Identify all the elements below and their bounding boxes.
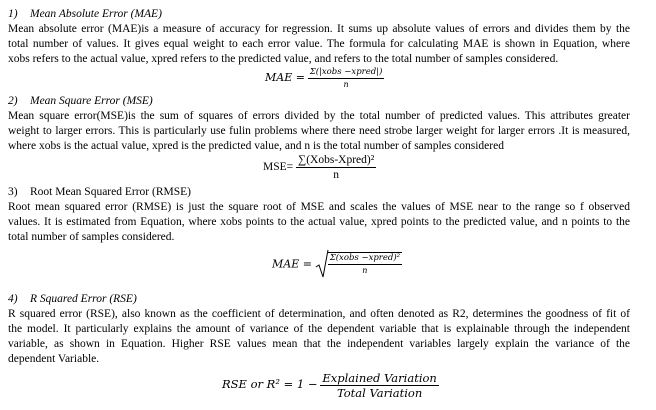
square-root-sign (315, 249, 329, 279)
fraction: $\frac{\text{∑(Xobs-Xpred)²}}{n}$ (298, 154, 375, 181)
paragraph-rmse: Root mean squared error (RMSE) is just the square root of MSE and scales the values of MSE near to the range so f observed values. It is estimated from Equation, where xobs points to the actual value, xpred points to the predicted value, and n points to the total number of samples considered. (8, 201, 630, 243)
paragraph-mse: Mean square error(MSE)is the sum of squares of errors divided by the total number of predicted values. This attributes greater weight to larger errors. This is particularly use fulin problems where there need strobe larger weight for larger errors .It is measured, where xobs is the actual value, xpred is the predicted value, and n is the total number of samples considered (8, 110, 630, 152)
equation-rse: RSE or R² = 1 − $\frac{\text{Explained Variation}}{\text{Total Variation}}$ (222, 371, 437, 400)
equation-rmse: MAE = $\frac{\text{Σ(xobs −xpred)²}}{n}$ (272, 249, 402, 279)
equation-mse: MSE= $\frac{\text{∑(Xobs-Xpred)²}}{n}$ (263, 154, 375, 181)
fraction: $\frac{\text{Explained Variation}}{\text{Total Variation}}$ (322, 371, 437, 400)
section-heading-mae: 1) Mean Absolute Error (MAE) (8, 8, 162, 20)
section-heading-rse: 4) R Squared Error (RSE) (8, 293, 137, 305)
section-heading-mse: 2) Mean Square Error (MSE) (8, 95, 153, 107)
fraction: $\frac{\text{Σ(xobs −xpred)²}}{n}$ (329, 253, 401, 275)
equation-mae: MAE = $\frac{\text{Σ(|xobs −xpred|)}}{n}$ (265, 67, 383, 89)
fraction: $\frac{\text{Σ(|xobs −xpred|)}}{n}$ (309, 67, 383, 89)
paragraph-rse: R squared error (RSE), also known as the coefficient of determination, and often denoted as R2, determines the goodness of fit of the model. It particularly explains the amount of variance of the dependent variable that is explainable through the independent variable, as shown in Equation. Higher RSE values mean that the independent variables largely explain the variance of the dependent Variable. (8, 308, 630, 365)
section-heading-rmse: 3) Root Mean Squared Error (RMSE) (8, 186, 191, 198)
paragraph-mae: Mean absolute error (MAE)is a measure of accuracy for regression. It sums up absolute values of errors and divides them by the total number of values. It gives equal weight to each error value. The formula for calculating MAE is shown in Equation, where xobs refers to the actual value, xpred refers to the predicted value, and refers to the total number of samples considered. (8, 23, 630, 65)
